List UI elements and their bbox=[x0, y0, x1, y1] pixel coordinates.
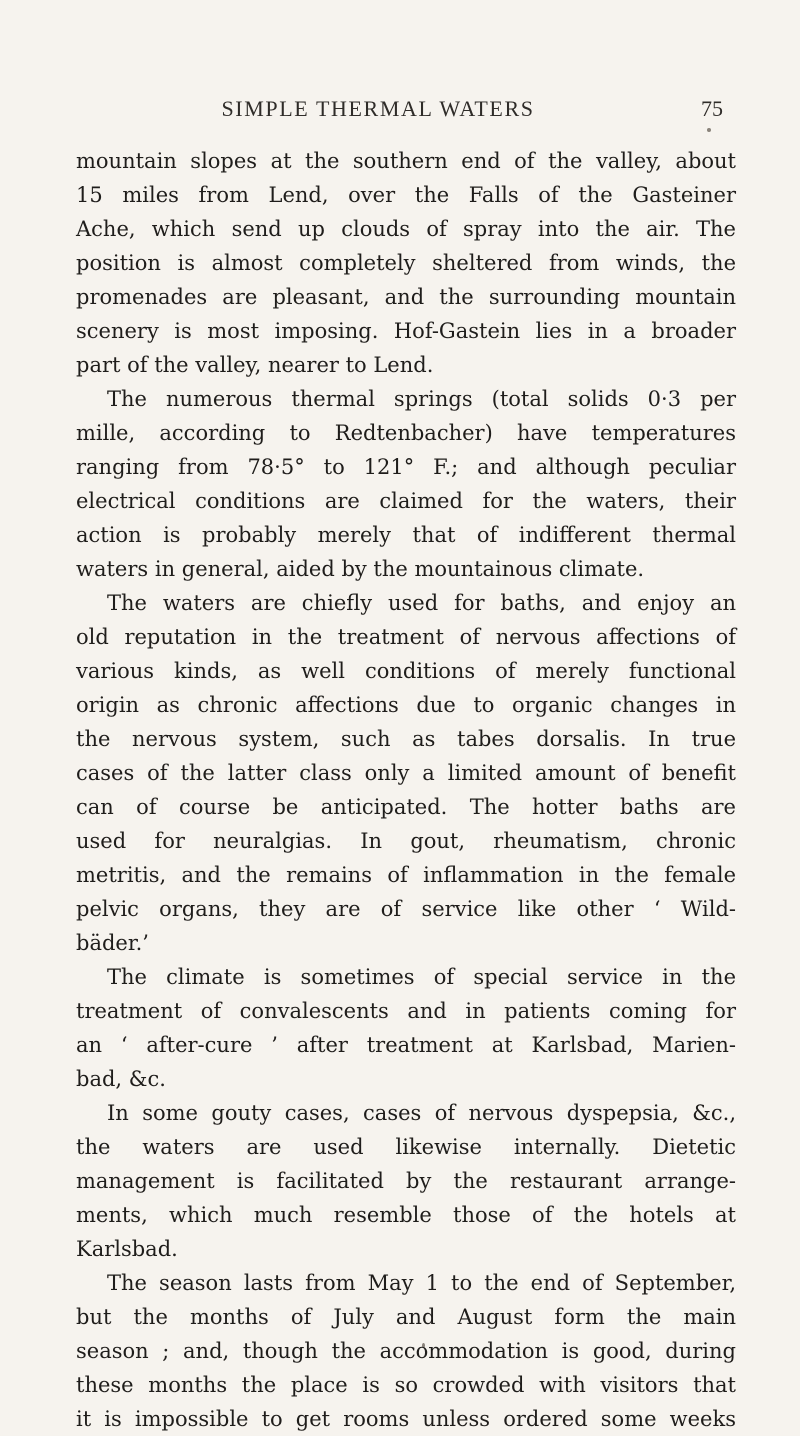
text-line: season ; and, though the accommodation is good, during bbox=[76, 1339, 736, 1363]
text-line: but the months of July and August form the main bbox=[76, 1305, 736, 1329]
paragraph-start-line: In some gouty cases, cases of nervous dyspepsia, &c., bbox=[107, 1101, 736, 1125]
text-line: management is facilitated by the restaurant arrange- bbox=[76, 1169, 736, 1193]
text-line: part of the valley, nearer to Lend. bbox=[76, 353, 434, 377]
text-line: old reputation in the treatment of nervous affections of bbox=[76, 625, 736, 649]
text-line: mille, according to Redtenbacher) have temperatures bbox=[76, 421, 736, 445]
text-line: Ache, which send up clouds of spray into the air. The bbox=[76, 217, 736, 241]
text-line: can of course be anticipated. The hotter baths are bbox=[76, 795, 736, 819]
text-line: position is almost completely sheltered from winds, the bbox=[76, 251, 736, 275]
text-line: 15 miles from Lend, over the Falls of the Gasteiner bbox=[76, 183, 736, 207]
text-line: mountain slopes at the southern end of the valley, about bbox=[76, 149, 736, 173]
running-head bbox=[0, 96, 800, 126]
paragraph-start-line: The waters are chiefly used for baths, and enjoy an bbox=[107, 591, 736, 615]
paragraph-start-line: The season lasts from May 1 to the end of September, bbox=[107, 1271, 736, 1295]
text-line: various kinds, as well conditions of merely functional bbox=[76, 659, 736, 683]
print-speck bbox=[707, 128, 711, 132]
paragraph-start-line: The climate is sometimes of special service in the bbox=[107, 965, 736, 989]
text-line: metritis, and the remains of inflammation in the female bbox=[76, 863, 736, 887]
text-line: an ‘ after-cure ’ after treatment at Karlsbad, Marien- bbox=[76, 1033, 736, 1057]
text-line: the waters are used likewise internally. Dietetic bbox=[76, 1135, 736, 1159]
paragraph-start-line: The numerous thermal springs (total solids 0·3 per bbox=[107, 387, 736, 411]
running-title: SIMPLE THERMAL WATERS bbox=[221, 96, 535, 121]
text-line: the nervous system, such as tabes dorsalis. In true bbox=[76, 727, 736, 751]
text-line: ments, which much resemble those of the hotels at bbox=[76, 1203, 736, 1227]
text-line: cases of the latter class only a limited amount of benefit bbox=[76, 761, 736, 785]
text-line: Karlsbad. bbox=[76, 1237, 178, 1261]
text-line: bad, &c. bbox=[76, 1067, 166, 1091]
text-line: promenades are pleasant, and the surrounding mountain bbox=[76, 285, 736, 309]
text-line: it is impossible to get rooms unless ordered some weeks bbox=[76, 1407, 736, 1431]
text-line: these months the place is so crowded with visitors that bbox=[76, 1373, 736, 1397]
text-line: treatment of convalescents and in patients coming for bbox=[76, 999, 736, 1023]
text-line: used for neuralgias. In gout, rheumatism, chronic bbox=[76, 829, 736, 853]
text-line: action is probably merely that of indifferent thermal bbox=[76, 523, 736, 547]
text-line: ranging from 78·5° to 121° F.; and although peculiar bbox=[76, 455, 736, 479]
text-line: origin as chronic affections due to organic changes in bbox=[76, 693, 736, 717]
text-line: electrical conditions are claimed for the waters, their bbox=[76, 489, 736, 513]
text-line: scenery is most imposing. Hof-Gastein lies in a broader bbox=[76, 319, 736, 343]
page-number: 75 bbox=[701, 96, 723, 121]
text-line: pelvic organs, they are of service like other ‘ Wild- bbox=[76, 897, 736, 921]
text-line: waters in general, aided by the mountainous climate. bbox=[76, 557, 645, 581]
body-text bbox=[76, 144, 736, 1436]
text-line: bäder.’ bbox=[76, 931, 149, 955]
